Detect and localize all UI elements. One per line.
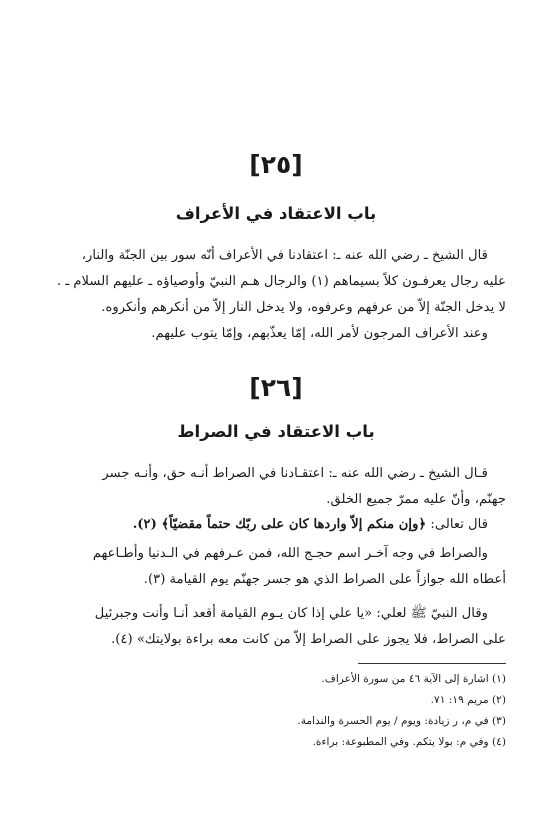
section-26-line: على الصراط، فلا يجوز على الصراط إلاّ من كانت معه براءة بولايتك» (٤).	[111, 632, 506, 647]
section-25-line: وعند الأعراف المرجون لأمر الله، إمّا يعذّبهم، وإمّا يتوب عليهم.	[151, 326, 488, 341]
section-26-line: وقال النبيّ ﷺ لعلي: «يا علي إذا كان يـوم القيامة أقعد أنـا وأنت وجبرئيل	[94, 606, 488, 621]
section-25-number: [٢٥]	[249, 150, 303, 179]
footnote: (٣) في م، ر زيادة: ويوم / يوم الحسرة والندامة.	[297, 715, 506, 727]
section-25-line: قال الشيخ ـ رضي الله عنه ـ: اعتقادنا في الأعراف أنّه سور بين الجنّة والنار،	[81, 248, 488, 263]
footnote: (٤) وفي م: بولا يتكم. وفي المطبوعة: براءة.	[312, 736, 506, 748]
footnote: (١) اشارة إلى الآية ٤٦ من سورة الأعراف.	[321, 673, 506, 685]
section-26-line: والصراط في وجه آخـر اسم حجـج الله، فمن عـرفهم في الـدنيا وأطـاعهم	[92, 546, 488, 561]
footnote-separator	[358, 663, 506, 664]
verse-line	[46, 514, 488, 536]
section-25-line: عليه رجال يعرفـون كلاً بسيماهم (١) والرجال هـم النبيّ وأوصياؤه ـ عليهم السلام ـ .	[56, 274, 506, 289]
verse-intro: قال تعالى:	[426, 517, 488, 532]
section-26-number: [٢٦]	[249, 373, 303, 402]
quran-verse: ﴿وإن منكم إلاّ واردها كان على ربّك حتماً مقضيّاً﴾ (٢).	[132, 517, 427, 532]
section-26-line: أعطاه الله جوازاً على الصراط الذي هو جسر جهنّم يوم القيامة (٣).	[143, 572, 506, 587]
footnote: (٢) مريم ١٩: ٧١.	[430, 694, 506, 706]
section-25-line: لا يدخل الجنّة إلاّ من عرفهم وعرفوه، ولا يدخل النار إلاّ من أنكرهم وأنكروه.	[101, 300, 506, 315]
section-25-title: باب الاعتقاد في الأعراف	[175, 204, 377, 223]
section-26-line: قـال الشيخ ـ رضي الله عنه ـ: اعتقـادنا في الصراط أنـه حق، وأنـه جسر	[102, 466, 488, 481]
section-26-line: جهنّم، وأنّ عليه ممرّ جميع الخلق.	[326, 492, 506, 507]
section-26-title: باب الاعتقاد في الصراط	[177, 422, 375, 441]
